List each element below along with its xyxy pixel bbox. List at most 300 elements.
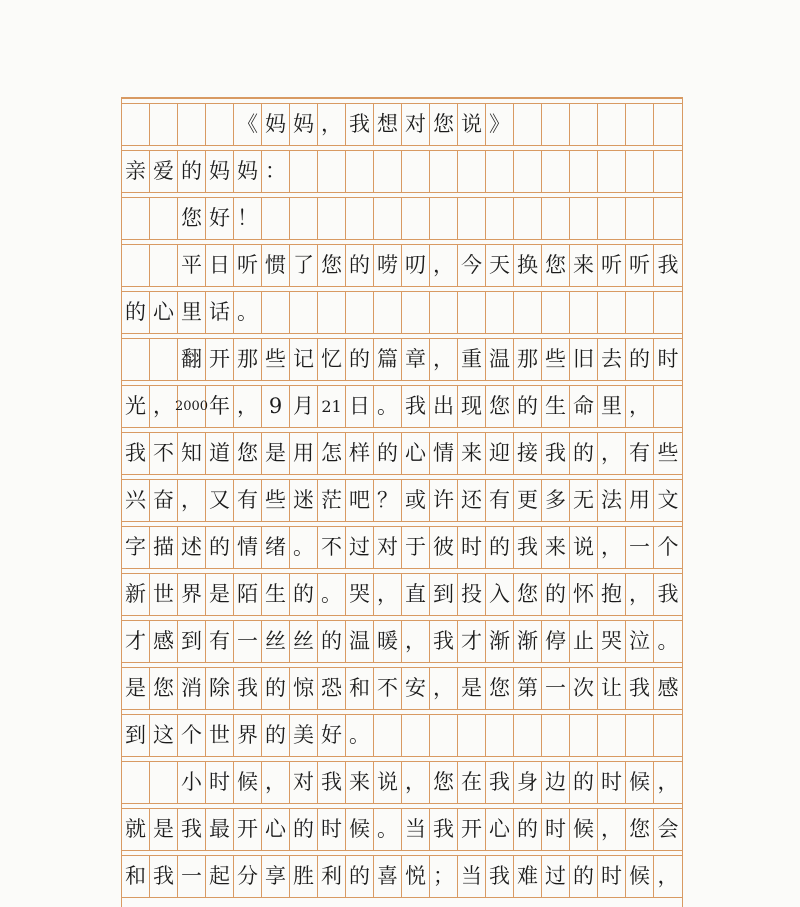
grid-cell: 入 <box>486 574 514 615</box>
grid-cell: 恐 <box>318 668 346 709</box>
grid-cell <box>514 715 542 756</box>
grid-cell <box>374 715 402 756</box>
grid-cell: 的 <box>206 527 234 568</box>
grid-cell: 9 <box>262 386 290 427</box>
cell-row <box>122 104 682 145</box>
paper-row <box>122 427 682 474</box>
grid-cell: 一 <box>234 621 262 662</box>
grid-cell: 听 <box>234 245 262 286</box>
grid-cell: 。 <box>374 386 402 427</box>
sheet-bottom-line <box>122 897 682 898</box>
grid-cell: 里 <box>178 292 206 333</box>
grid-cell <box>374 292 402 333</box>
paper-row <box>122 98 682 145</box>
grid-cell <box>542 104 570 145</box>
paper-row <box>122 239 682 286</box>
grid-cell: ， <box>430 245 458 286</box>
grid-cell: 迎 <box>486 433 514 474</box>
grid-cell: 您 <box>150 668 178 709</box>
grid-cell: 在 <box>458 762 486 803</box>
grid-cell: 述 <box>178 527 206 568</box>
grid-cell <box>542 151 570 192</box>
grid-cell: 时 <box>657 347 679 371</box>
grid-cell: 那 <box>234 339 262 380</box>
grid-cell: 哭 <box>598 621 626 662</box>
grid-cell: 我 <box>430 809 458 850</box>
grid-cell: 描 <box>150 527 178 568</box>
grid-cell: 妈 <box>262 104 290 145</box>
grid-cell <box>402 715 430 756</box>
grid-cell: ， <box>598 433 626 474</box>
grid-cell: ， <box>626 386 654 427</box>
grid-cell: 怀 <box>570 574 598 615</box>
grid-cell: 有 <box>486 480 514 521</box>
grid-cell: 温 <box>486 339 514 380</box>
paper-row <box>122 474 682 521</box>
grid-cell: 法 <box>598 480 626 521</box>
grid-cell <box>570 151 598 192</box>
grid-cell: 妈 <box>206 151 234 192</box>
grid-cell: 的 <box>318 621 346 662</box>
grid-cell: 忆 <box>318 339 346 380</box>
grid-cell: ， <box>402 762 430 803</box>
grid-cell: 开 <box>206 339 234 380</box>
grid-cell: 第 <box>514 668 542 709</box>
grid-cell: ， <box>430 339 458 380</box>
grid-cell: 说 <box>458 104 486 145</box>
grid-cell: 21 <box>318 386 346 427</box>
grid-cell <box>598 198 626 239</box>
grid-cell <box>374 198 402 239</box>
grid-cell: 听 <box>626 245 654 286</box>
grid-cell <box>150 104 178 145</box>
grid-cell <box>290 292 318 333</box>
grid-cell <box>654 292 682 333</box>
grid-cell: 我 <box>318 762 346 803</box>
grid-cell: 您 <box>514 574 542 615</box>
grid-cell: 身 <box>514 762 542 803</box>
grid-cell: 出 <box>430 386 458 427</box>
grid-cell: 听 <box>598 245 626 286</box>
grid-cell: 到 <box>430 574 458 615</box>
grid-cell: 来 <box>346 762 374 803</box>
grid-cell <box>122 245 150 286</box>
grid-cell: 您 <box>234 433 262 474</box>
grid-cell <box>290 198 318 239</box>
grid-cell: 生 <box>262 574 290 615</box>
cell-row <box>122 480 682 521</box>
grid-cell <box>626 715 654 756</box>
grid-cell: 月 <box>290 386 318 427</box>
paper-row <box>122 709 682 756</box>
grid-cell <box>514 198 542 239</box>
grid-cell: 里 <box>598 386 626 427</box>
grid-cell: 是 <box>262 433 290 474</box>
grid-cell: 命 <box>570 386 598 427</box>
grid-cell: 渐 <box>514 621 542 662</box>
grid-cell: 陌 <box>234 574 262 615</box>
grid-cell <box>150 339 178 380</box>
grid-cell: 这 <box>150 715 178 756</box>
grid-cell <box>598 292 626 333</box>
grid-cell: 您 <box>486 386 514 427</box>
grid-cell: 到 <box>178 621 206 662</box>
grid-cell <box>570 715 598 756</box>
grid-cell: 心 <box>486 809 514 850</box>
grid-cell: 界 <box>234 715 262 756</box>
grid-cell <box>430 292 458 333</box>
grid-cell: 想 <box>374 104 402 145</box>
grid-cell: 我 <box>626 668 654 709</box>
grid-cell: 字 <box>122 527 150 568</box>
grid-cell: 年 <box>206 386 234 427</box>
grid-cell: 茫 <box>318 480 346 521</box>
grid-cell <box>514 292 542 333</box>
grid-cell: 旧 <box>570 339 598 380</box>
grid-cell: 是 <box>206 574 234 615</box>
grid-cell: 好 <box>206 198 234 239</box>
grid-cell: 喜 <box>374 856 402 897</box>
grid-cell: 候 <box>234 762 262 803</box>
grid-cell: 我 <box>346 104 374 145</box>
grid-cell <box>570 198 598 239</box>
paper-row <box>122 803 682 850</box>
paper-row <box>122 662 682 709</box>
grid-cell: 界 <box>178 574 206 615</box>
grid-cell <box>654 104 682 145</box>
grid-cell: 样 <box>346 433 374 474</box>
grid-cell: 平 <box>178 245 206 286</box>
cell-row <box>122 245 682 286</box>
grid-cell: 分 <box>234 856 262 897</box>
grid-cell: 世 <box>150 574 178 615</box>
grid-cell <box>430 151 458 192</box>
grid-cell: 。 <box>657 629 679 653</box>
grid-cell: 过 <box>346 527 374 568</box>
grid-cell: 的 <box>570 856 598 897</box>
grid-cell: 知 <box>178 433 206 474</box>
grid-cell: 唠 <box>374 245 402 286</box>
grid-cell: 时 <box>318 809 346 850</box>
grid-cell: 说 <box>374 762 402 803</box>
grid-cell: 当 <box>402 809 430 850</box>
grid-cell <box>346 292 374 333</box>
grid-cell: 有 <box>234 480 262 521</box>
grid-cell: 候 <box>626 856 654 897</box>
grid-cell: 2000 <box>178 386 206 427</box>
grid-cell <box>654 386 682 427</box>
grid-cell: 。 <box>318 574 346 615</box>
grid-cell: 您 <box>430 762 458 803</box>
grid-cell: 的 <box>262 715 290 756</box>
grid-cell: 篇 <box>374 339 402 380</box>
grid-cell: 我 <box>486 856 514 897</box>
grid-cell: 止 <box>570 621 598 662</box>
grid-cell: 个 <box>657 535 679 559</box>
paper-row <box>122 850 682 897</box>
grid-cell <box>458 715 486 756</box>
grid-cell: 难 <box>514 856 542 897</box>
grid-cell: 消 <box>178 668 206 709</box>
grid-cell: 《 <box>234 104 262 145</box>
grid-cell: 候 <box>570 809 598 850</box>
cell-row <box>122 527 682 568</box>
grid-cell: ， <box>402 621 430 662</box>
grid-cell: 您 <box>486 668 514 709</box>
grid-cell: 现 <box>458 386 486 427</box>
grid-cell <box>122 339 150 380</box>
grid-cell: 悦 <box>402 856 430 897</box>
grid-cell: 还 <box>458 480 486 521</box>
grid-cell: 感 <box>150 621 178 662</box>
grid-cell: 开 <box>234 809 262 850</box>
grid-cell: 日 <box>206 245 234 286</box>
grid-cell: 对 <box>290 762 318 803</box>
grid-cell: 当 <box>458 856 486 897</box>
grid-cell: 就 <box>122 809 150 850</box>
grid-cell: 时 <box>206 762 234 803</box>
grid-cell: 些 <box>262 480 290 521</box>
cell-row <box>122 292 682 333</box>
grid-cell <box>150 762 178 803</box>
paper-row <box>122 756 682 803</box>
grid-cell: 泣 <box>626 621 654 662</box>
grid-cell: 亲 <box>122 151 150 192</box>
grid-cell: 您 <box>626 809 654 850</box>
grid-cell: 。 <box>346 715 374 756</box>
grid-cell: 次 <box>570 668 598 709</box>
grid-cell <box>150 198 178 239</box>
grid-cell: 我 <box>402 386 430 427</box>
grid-cell: 。 <box>374 809 402 850</box>
cell-row <box>122 151 682 192</box>
cell-row <box>122 668 682 709</box>
grid-cell: 天 <box>486 245 514 286</box>
grid-cell: 惊 <box>290 668 318 709</box>
composition-paper <box>121 97 683 907</box>
grid-cell: 心 <box>262 809 290 850</box>
grid-cell: 我 <box>178 809 206 850</box>
grid-cell: 时 <box>598 856 626 897</box>
grid-cell: 去 <box>598 339 626 380</box>
grid-cell: ！ <box>234 198 262 239</box>
grid-cell: 到 <box>122 715 150 756</box>
grid-cell: 不 <box>318 527 346 568</box>
grid-cell <box>542 198 570 239</box>
grid-cell: 重 <box>458 339 486 380</box>
grid-cell: 会 <box>657 817 679 841</box>
cell-row <box>122 762 682 803</box>
grid-cell: 让 <box>598 668 626 709</box>
grid-cell <box>122 198 150 239</box>
grid-cell: 有 <box>626 433 654 474</box>
grid-cell <box>598 151 626 192</box>
grid-cell: 和 <box>122 856 150 897</box>
grid-cell <box>206 104 234 145</box>
grid-cell: 怎 <box>318 433 346 474</box>
grid-cell: 换 <box>514 245 542 286</box>
grid-cell: 的 <box>486 527 514 568</box>
grid-cell: 来 <box>542 527 570 568</box>
grid-cell: 我 <box>657 253 679 277</box>
grid-cell: 的 <box>570 433 598 474</box>
grid-cell: ， <box>598 809 626 850</box>
grid-cell: 我 <box>542 433 570 474</box>
grid-cell: 迷 <box>290 480 318 521</box>
grid-cell: 生 <box>542 386 570 427</box>
grid-cell: 您 <box>178 198 206 239</box>
cell-row <box>122 621 682 662</box>
grid-cell: 利 <box>318 856 346 897</box>
grid-cell: 我 <box>486 762 514 803</box>
cell-row <box>122 856 682 897</box>
grid-cell: ， <box>262 762 290 803</box>
paper-row <box>122 615 682 662</box>
grid-cell: 话 <box>206 292 234 333</box>
grid-cell <box>598 104 626 145</box>
grid-cell: 的 <box>514 809 542 850</box>
grid-cell: 的 <box>514 386 542 427</box>
grid-cell: ， <box>374 574 402 615</box>
grid-cell <box>486 198 514 239</box>
grid-cell: 我 <box>657 582 679 606</box>
grid-cell <box>598 715 626 756</box>
grid-cell: 一 <box>626 527 654 568</box>
grid-cell: 爱 <box>150 151 178 192</box>
grid-cell: ， <box>657 770 679 794</box>
grid-cell: 时 <box>542 809 570 850</box>
grid-cell: 多 <box>542 480 570 521</box>
grid-cell: 和 <box>346 668 374 709</box>
cell-row <box>122 574 682 615</box>
grid-cell: 安 <box>402 668 430 709</box>
grid-cell: 您 <box>318 245 346 286</box>
grid-cell: 直 <box>402 574 430 615</box>
grid-cell: 我 <box>150 856 178 897</box>
grid-cell <box>570 292 598 333</box>
grid-cell: 一 <box>178 856 206 897</box>
grid-cell: 才 <box>122 621 150 662</box>
grid-cell: 享 <box>262 856 290 897</box>
grid-cell: ， <box>657 864 679 888</box>
grid-cell: 章 <box>402 339 430 380</box>
grid-cell: 于 <box>402 527 430 568</box>
grid-cell: ， <box>598 527 626 568</box>
grid-cell: 投 <box>458 574 486 615</box>
grid-cell: 用 <box>290 433 318 474</box>
grid-cell: 吧 <box>346 480 374 521</box>
paper-row <box>122 145 682 192</box>
grid-cell: 有 <box>206 621 234 662</box>
grid-cell: 。 <box>290 527 318 568</box>
grid-cell: 您 <box>430 104 458 145</box>
grid-cell <box>654 715 682 756</box>
grid-cell: 您 <box>542 245 570 286</box>
grid-cell <box>570 104 598 145</box>
grid-cell: 渐 <box>486 621 514 662</box>
cell-row <box>122 715 682 756</box>
grid-cell: 叨 <box>402 245 430 286</box>
grid-cell <box>346 198 374 239</box>
grid-cell <box>318 151 346 192</box>
grid-cell: 暖 <box>374 621 402 662</box>
grid-cell: 是 <box>150 809 178 850</box>
grid-cell: 些 <box>542 339 570 380</box>
grid-cell: 那 <box>514 339 542 380</box>
grid-cell: ， <box>178 480 206 521</box>
grid-cell: 来 <box>458 433 486 474</box>
grid-cell: ？ <box>374 480 402 521</box>
grid-cell <box>402 292 430 333</box>
grid-cell: 对 <box>402 104 430 145</box>
grid-cell: 除 <box>206 668 234 709</box>
grid-cell: 小 <box>178 762 206 803</box>
grid-cell: 停 <box>542 621 570 662</box>
grid-cell: 些 <box>657 441 679 465</box>
grid-cell <box>542 715 570 756</box>
paper-row <box>122 192 682 239</box>
grid-cell: 是 <box>122 668 150 709</box>
grid-cell: 的 <box>346 856 374 897</box>
grid-cell <box>430 198 458 239</box>
grid-cell: 美 <box>290 715 318 756</box>
grid-cell: 世 <box>206 715 234 756</box>
grid-cell: 的 <box>122 292 150 333</box>
grid-cell: 的 <box>290 809 318 850</box>
grid-cell <box>290 151 318 192</box>
grid-cell: ， <box>150 386 178 427</box>
grid-cell: 胜 <box>290 856 318 897</box>
grid-cell <box>262 292 290 333</box>
grid-cell: 候 <box>346 809 374 850</box>
grid-cell: ， <box>318 104 346 145</box>
grid-cell: 我 <box>234 668 262 709</box>
grid-cell: ， <box>234 386 262 427</box>
grid-cell: ； <box>430 856 458 897</box>
grid-cell <box>626 104 654 145</box>
grid-cell: 开 <box>458 809 486 850</box>
paper-row <box>122 568 682 615</box>
grid-cell: 温 <box>346 621 374 662</box>
grid-cell: 情 <box>430 433 458 474</box>
grid-cell: 的 <box>346 245 374 286</box>
grid-cell: 今 <box>458 245 486 286</box>
grid-cell: 的 <box>374 433 402 474</box>
grid-cell: 说 <box>570 527 598 568</box>
paper-row <box>122 521 682 568</box>
grid-cell <box>654 151 682 192</box>
grid-cell: 起 <box>206 856 234 897</box>
grid-cell <box>626 198 654 239</box>
cell-row <box>122 198 682 239</box>
grid-cell: 哭 <box>346 574 374 615</box>
grid-cell: 边 <box>542 762 570 803</box>
grid-cell: 我 <box>122 433 150 474</box>
paper-row <box>122 333 682 380</box>
grid-cell: 更 <box>514 480 542 521</box>
grid-cell: 无 <box>570 480 598 521</box>
grid-cell <box>458 292 486 333</box>
grid-cell <box>318 198 346 239</box>
grid-cell: 我 <box>514 527 542 568</box>
grid-cell: 》 <box>486 104 514 145</box>
grid-cell: 新 <box>122 574 150 615</box>
grid-cell <box>458 198 486 239</box>
grid-cell <box>402 151 430 192</box>
grid-cell: 妈 <box>234 151 262 192</box>
grid-cell: 。 <box>234 292 262 333</box>
grid-cell <box>514 151 542 192</box>
